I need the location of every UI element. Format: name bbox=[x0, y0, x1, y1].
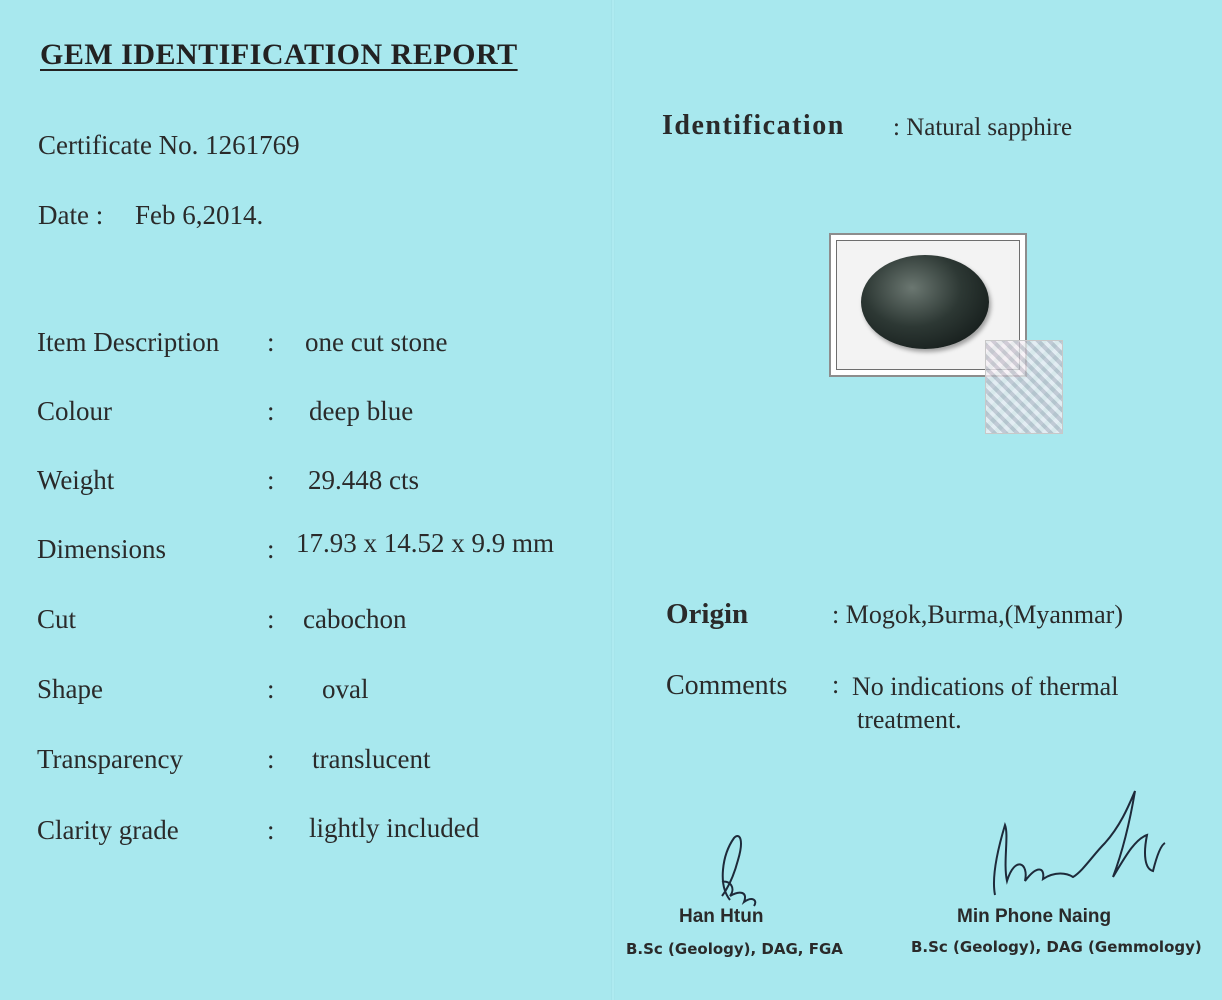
signatory-2-credentials: B.Sc (Geology), DAG (Gemmology) bbox=[911, 938, 1202, 956]
signature-min-phone-naing bbox=[985, 785, 1170, 905]
detail-row-dimensions bbox=[37, 528, 597, 574]
comments-line-1: No indications of thermal bbox=[852, 672, 1119, 701]
certificate-number: Certificate No. 1261769 bbox=[38, 130, 300, 160]
detail-row-weight bbox=[37, 465, 597, 505]
hologram-sticker bbox=[985, 340, 1063, 434]
comments-colon: : bbox=[832, 670, 840, 699]
sapphire-stone-image bbox=[861, 255, 989, 349]
detail-value: oval bbox=[322, 674, 369, 704]
detail-label: Clarity grade bbox=[37, 815, 179, 845]
detail-row-transparency bbox=[37, 744, 597, 784]
detail-value: deep blue bbox=[309, 396, 414, 426]
detail-row-cut bbox=[37, 604, 597, 644]
detail-row-shape bbox=[37, 674, 597, 714]
detail-row-clarity-grade bbox=[37, 815, 597, 855]
comments-line-2: treatment. bbox=[857, 705, 962, 734]
detail-value: translucent bbox=[312, 744, 431, 774]
detail-colon: : bbox=[267, 465, 275, 495]
date-value: Feb 6,2014. bbox=[135, 200, 264, 230]
detail-label: Dimensions bbox=[37, 534, 167, 564]
detail-label: Transparency bbox=[37, 744, 183, 774]
page-fold bbox=[611, 0, 615, 1000]
comments-value bbox=[852, 670, 1172, 736]
signatory-1-name: Han Htun bbox=[679, 906, 764, 927]
signatory-2-name: Min Phone Naing bbox=[957, 906, 1112, 927]
detail-colon: : bbox=[267, 744, 275, 774]
report-title: GEM IDENTIFICATION REPORT bbox=[40, 38, 518, 71]
detail-colon: : bbox=[267, 534, 275, 564]
detail-colon: : bbox=[267, 396, 275, 426]
identification-label: Identification bbox=[662, 110, 845, 141]
origin-label: Origin bbox=[666, 598, 749, 630]
detail-row-colour bbox=[37, 396, 597, 436]
identification-value: : Natural sapphire bbox=[893, 114, 1073, 141]
detail-label: Weight bbox=[37, 465, 115, 495]
origin-value: : Mogok,Burma,(Myanmar) bbox=[832, 600, 1124, 629]
comments-label: Comments bbox=[666, 670, 788, 701]
detail-colon: : bbox=[267, 604, 275, 634]
detail-value: one cut stone bbox=[305, 327, 448, 357]
detail-label: Cut bbox=[37, 604, 77, 634]
detail-label: Shape bbox=[37, 674, 103, 704]
detail-value: 29.448 cts bbox=[308, 465, 419, 495]
detail-value: cabochon bbox=[303, 604, 407, 634]
detail-colon: : bbox=[267, 674, 275, 704]
detail-label: Item Description bbox=[37, 327, 220, 357]
signatory-1-credentials: B.Sc (Geology), DAG, FGA bbox=[626, 940, 843, 958]
detail-value: lightly included bbox=[309, 813, 480, 843]
detail-colon: : bbox=[267, 815, 275, 845]
signature-han-htun bbox=[700, 830, 770, 910]
detail-value: 17.93 x 14.52 x 9.9 mm bbox=[296, 528, 555, 558]
detail-label: Colour bbox=[37, 396, 113, 426]
detail-row-item-description bbox=[37, 327, 597, 367]
date-label: Date : bbox=[38, 200, 104, 230]
detail-colon: : bbox=[267, 327, 275, 357]
